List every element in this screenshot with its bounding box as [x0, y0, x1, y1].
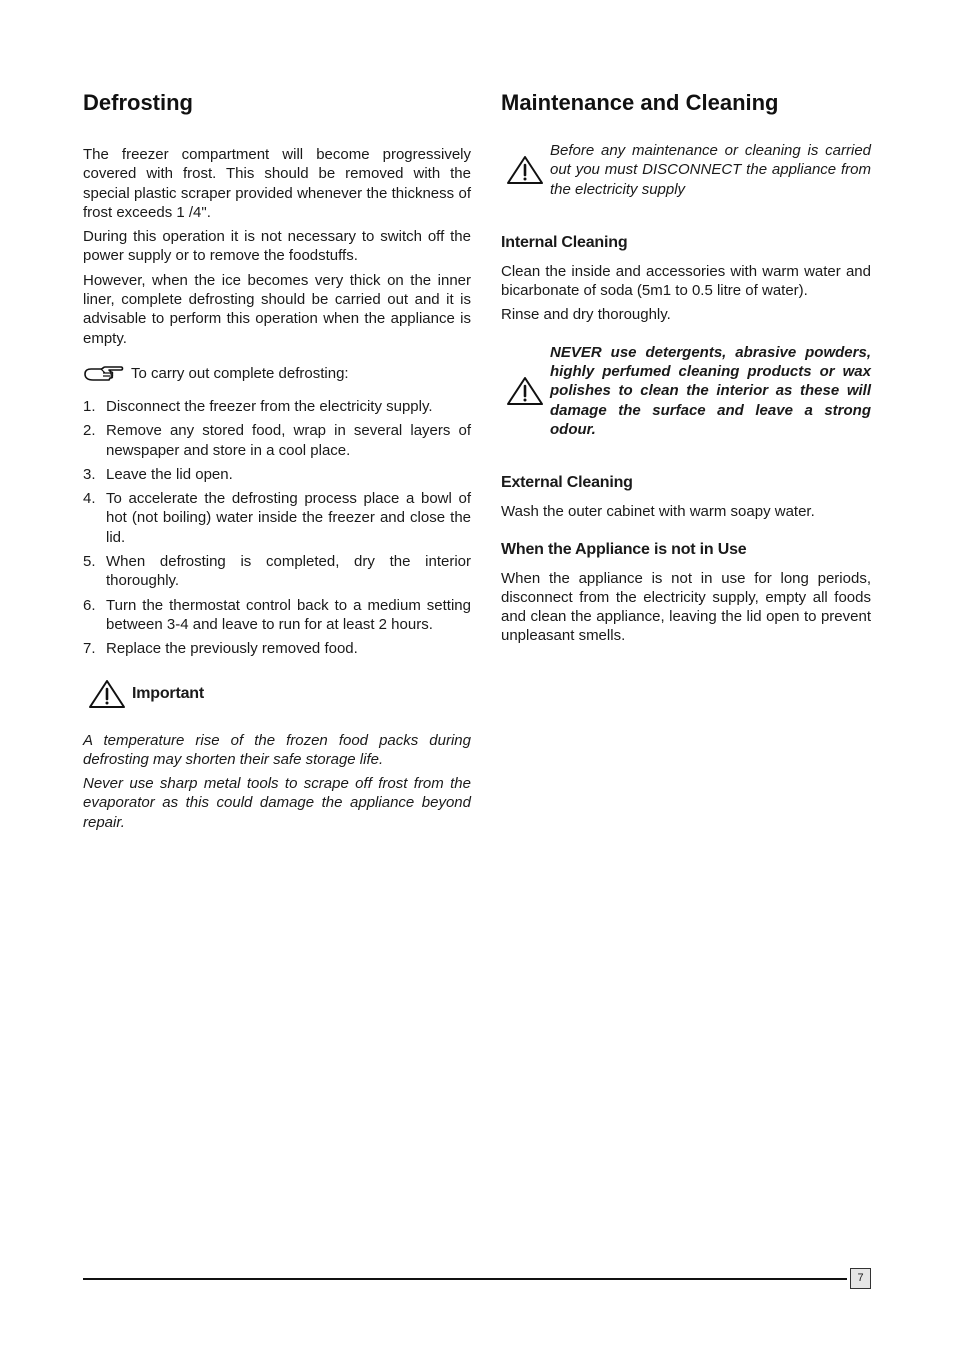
detergent-warning-text: NEVER use detergents, abrasive powders, highly perfumed cleaning products or wax polishes to clean the interior as these will damage the surface and leave a strong odour.: [550, 343, 871, 438]
important-heading: [88, 679, 471, 709]
external-cleaning-heading: External Cleaning: [501, 474, 633, 492]
list-item: 1. Disconnect the freezer from the electricity supply.: [83, 397, 433, 415]
defrosting-hint: [83, 364, 471, 383]
pointing-hand-icon: [83, 365, 125, 383]
internal-cleaning-paragraph: Clean the inside and accessories with warm water and bicarbonate of soda (5m1 to 0.5 litre of water).: [501, 262, 871, 300]
defrosting-paragraph: The freezer compartment will become progressively covered with frost. This should be removed with the special plastic scraper provided whenever the thickness of frost exceeds 1 /4".: [83, 146, 471, 221]
hint-text: To carry out complete defrosting:: [131, 364, 349, 382]
maintenance-title: Maintenance and Cleaning: [501, 90, 779, 115]
important-note: Never use sharp metal tools to scrape off frost from the evaporator as this could damage the appliance beyond repair.: [83, 775, 471, 831]
important-label: Important: [132, 684, 204, 702]
external-cleaning-text: Wash the outer cabinet with warm soapy water.: [501, 503, 815, 521]
list-item: 3. Leave the lid open.: [83, 465, 233, 483]
list-item: 4. To accelerate the defrosting process place a bowl of hot (not boiling) water inside the freezer and close the lid.: [83, 490, 471, 546]
not-in-use-heading: When the Appliance is not in Use: [501, 540, 747, 558]
important-note: A temperature rise of the frozen food packs during defrosting may shorten their safe storage life.: [83, 731, 471, 768]
list-item: 5. When defrosting is completed, dry the interior thoroughly.: [83, 553, 471, 590]
list-item: 2. Remove any stored food, wrap in several layers of newspaper and store in a cool place.: [83, 422, 471, 459]
internal-cleaning-heading: Internal Cleaning: [501, 233, 628, 251]
defrosting-title: Defrosting: [83, 90, 193, 115]
footer-rule: [83, 1278, 847, 1280]
warning-triangle-icon: [506, 155, 544, 185]
list-item: 7. Replace the previously removed food.: [83, 640, 358, 658]
warning-triangle-icon: [88, 679, 126, 709]
not-in-use-text: When the appliance is not in use for long periods, disconnect from the electricity supply, empty all foods and clean the appliance, leaving the lid open to prevent unpleasant smells.: [501, 569, 871, 645]
page-number: 7: [850, 1268, 871, 1289]
warning-triangle-icon: [506, 376, 544, 406]
defrosting-paragraph: During this operation it is not necessary to switch off the power supply or to remove the foodstuffs.: [83, 228, 471, 265]
disconnect-warning: [501, 141, 871, 199]
maintenance-section: [501, 88, 871, 651]
list-item: 6. Turn the thermostat control back to a medium setting between 3-4 and leave to run for at least 2 hours.: [83, 596, 471, 633]
defrosting-paragraph: However, when the ice becomes very thick on the inner liner, complete defrosting should be carried out and it is advisable to perform this operation when the appliance is empty.: [83, 271, 471, 347]
defrosting-steps: [83, 397, 471, 659]
defrosting-section: [83, 88, 471, 837]
internal-cleaning-paragraph: Rinse and dry thoroughly.: [501, 306, 671, 324]
disconnect-warning-text: Before any maintenance or cleaning is carried out you must DISCONNECT the appliance from the electricity supply: [550, 142, 871, 198]
detergent-warning: [501, 343, 871, 439]
